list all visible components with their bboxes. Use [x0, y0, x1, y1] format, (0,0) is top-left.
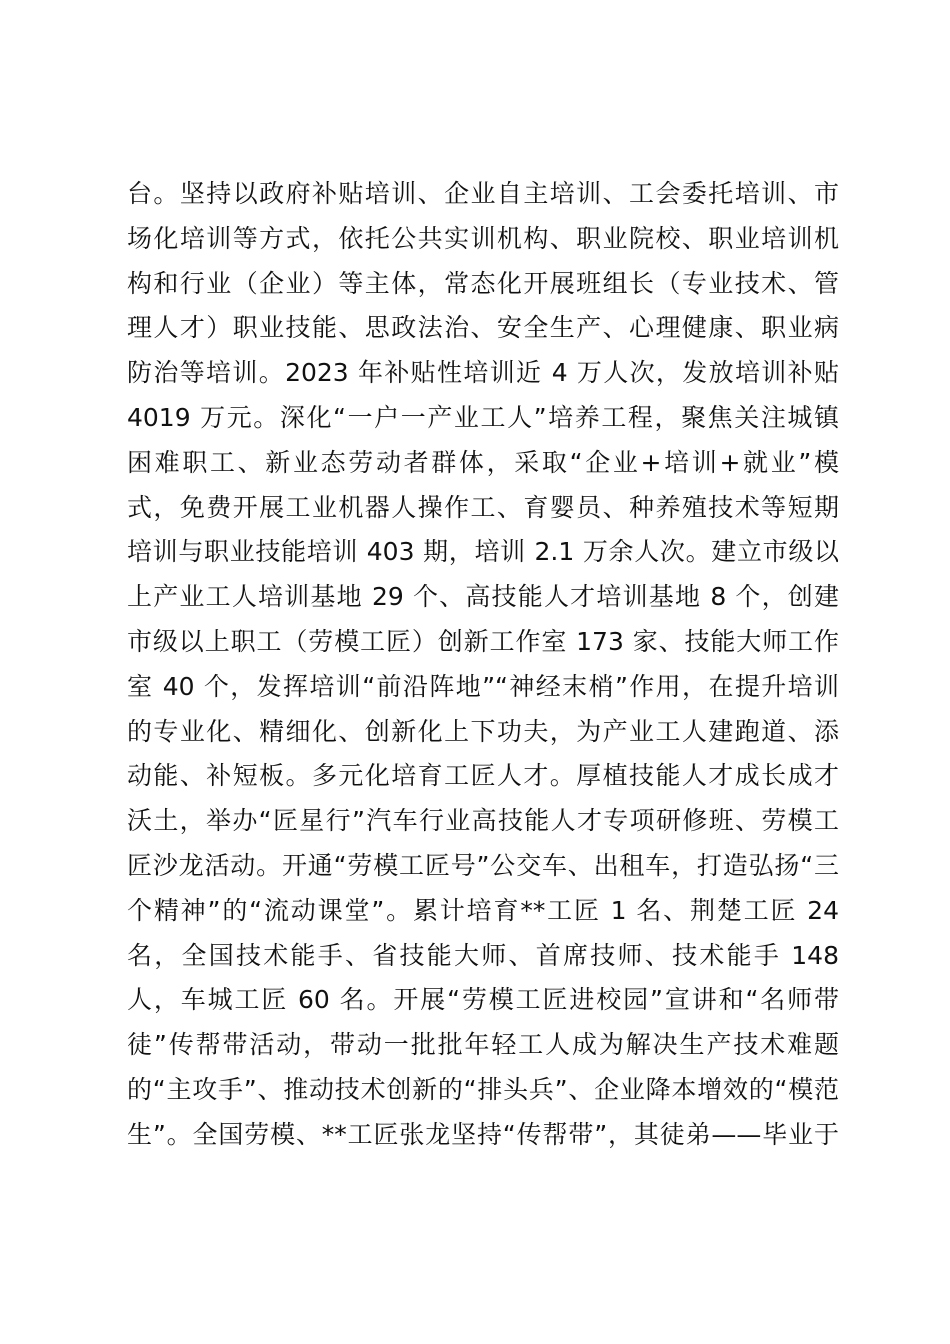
text-line: 动能、补短板。多元化培育工匠人才。厚植技能人才成长成才: [127, 761, 839, 791]
text-line: 徒”传帮带活动，带动一批批年轻工人成为解决生产技术难题: [127, 1030, 839, 1060]
text-line: 培训与职业技能培训 403 期，培训 2.1 万余人次。建立市级以: [127, 537, 839, 567]
text-line: 构和行业（企业）等主体，常态化开展班组长（专业技术、管: [127, 268, 839, 298]
text-line: 市级以上职工（劳模工匠）创新工作室 173 家、技能大师工作: [127, 626, 839, 656]
text-line: 理人才）职业技能、思政法治、安全生产、心理健康、职业病: [127, 313, 839, 343]
text-line: 人，车城工匠 60 名。开展“劳模工匠进校园”宣讲和“名师带: [127, 985, 839, 1015]
text-line: 式，免费开展工业机器人操作工、育婴员、种养殖技术等短期: [127, 492, 839, 522]
text-line: 台。坚持以政府补贴培训、企业自主培训、工会委托培训、市: [127, 179, 839, 208]
text-line: 场化培训等方式，依托公共实训机构、职业院校、职业培训机: [127, 223, 839, 253]
text-line: 的专业化、精细化、创新化上下功夫，为产业工人建跑道、添: [127, 716, 839, 746]
text-line: 4019 万元。深化“一户一产业工人”培养工程，聚焦关注城镇: [127, 402, 839, 432]
text-line: 沃土，举办“匠星行”汽车行业高技能人才专项研修班、劳模工: [127, 806, 839, 836]
text-line: 个精神”的“流动课堂”。累计培育**工匠 1 名、荆楚工匠 24: [127, 895, 839, 925]
text-line: 室 40 个，发挥培训“前沿阵地”“神经末梢”作用，在提升培训: [127, 671, 839, 701]
text-line: 上产业工人培训基地 29 个、高技能人才培训基地 8 个，创建: [127, 582, 839, 612]
text-line: 匠沙龙活动。开通“劳模工匠号”公交车、出租车，打造弘扬“三: [127, 850, 839, 880]
text-line: 名，全国技术能手、省技能大师、首席技师、技术能手 148: [127, 940, 839, 970]
text-line: 的“主攻手”、推动技术创新的“排头兵”、企业降本增效的“模范: [127, 1074, 839, 1104]
body-paragraph: [127, 172, 839, 1158]
text-line: 生”。全国劳模、**工匠张龙坚持“传帮带”，其徒弟——毕业于: [127, 1119, 839, 1149]
text-line: 困难职工、新业态劳动者群体，采取“企业+培训+就业”模: [127, 447, 839, 477]
text-line: 防治等培训。2023 年补贴性培训近 4 万人次，发放培训补贴: [127, 358, 839, 388]
